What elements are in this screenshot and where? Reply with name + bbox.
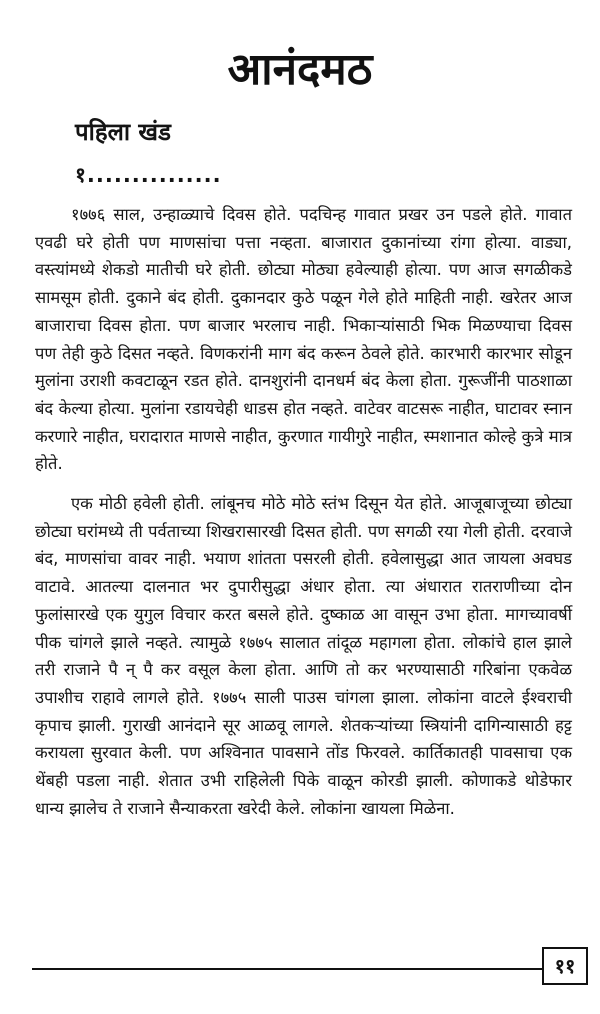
- body-text: [35, 201, 572, 822]
- paragraph: १७७६ साल, उन्हाळ्याचे दिवस होते. पदचिन्ह गावात प्रखर उन पडले होते. गावात एवढी घरे होती पण माणसांचा पत्ता नव्हता. बाजारात दुकानांच्या रांगा होत्या. वाड्या, वस्त्यांमध्ये शेकडो मातीची घरे होती. छोट्या मोठ्या हवेल्याही होत्या. पण आज सगळीकडे सामसूम होती. दुकाने बंद होती. दुकानदार कुठे पळून गेले होते माहिती नाही. खरेतर आज बाजाराचा दिवस होता. पण बाजार भरलाच नाही. भिकाऱ्यांसाठी भिक मिळण्याचा दिवस पण तेही कुठे दिसत नव्हते. विणकरांनी माग बंद करून ठेवले होते. कारभारी कारभार सोडून मुलांना उराशी कवटाळून रडत होते. दानशुरांनी दानधर्म बंद केला होता. गुरूजींनी पाठशाळा बंद केल्या होत्या. मुलांना रडायचेही धाडस होत नव्हते. वाटेवर वाटसरू नाहीत, घाटावर स्नान करणारे नाहीत, घरादारात माणसे नाहीत, कुरणात गायीगुरे नाहीत, स्मशानात कोल्हे कुत्रे मात्र होते.: [35, 205, 572, 474]
- paragraph: एक मोठी हवेली होती. लांबूनच मोठे मोठे स्तंभ दिसून येत होते. आजूबाजूच्या छोट्या छोट्या घरांमध्ये ती पर्वताच्या शिखरासारखी दिसत होती. पण सगळी रया गेली होती. दरवाजे बंद, माणसांचा वावर नाही. भयाण शांतता पसरली होती. हवेलासुद्धा आत जायला अवघड वाटावे. आतल्या दालनात भर दुपारीसुद्धा अंधार होता. त्या अंधारात रातराणीच्या दोन फुलांसारखे एक युगुल विचार करत बसले होते. दुष्काळ आ वासून उभा होता. मागच्यावर्षी पीक चांगले झाले नव्हते. त्यामुळे १७७५ सालात तांदूळ महागला होता. लोकांचे हाल झाले तरी राजाने पै न् पै कर वसूल केला होता. आणि तो कर भरण्यासाठी गरिबांना एकवेळ उपाशीच राहावे लागले होते. १७७५ साली पाउस चांगला झाला. लोकांना वाटले ईश्वराची कृपाच झाली. गुराखी आनंदाने सूर आळवू लागले. शेतकऱ्यांच्या स्त्रियांनी दागिन्यासाठी हट्ट करायला सुरवात केली. पण अश्विनात पावसाने तोंड फिरवले. कार्तिकातही पावसाचा एक थेंबही पडला नाही. शेतात उभी राहिलेली पिके वाळून कोरडी झाली. कोणाकडे थोडेफार धान्य झालेच ते राजाने सैन्याकरता खरेदी केले. लोकांना खायला मिळेना.: [35, 494, 572, 818]
- section-heading: पहिला खंड: [75, 118, 171, 146]
- footer-rule: [32, 968, 544, 970]
- chapter-marker: १...............: [75, 163, 222, 187]
- book-title: आनंदमठ: [227, 44, 373, 95]
- page-number: ११: [542, 947, 588, 985]
